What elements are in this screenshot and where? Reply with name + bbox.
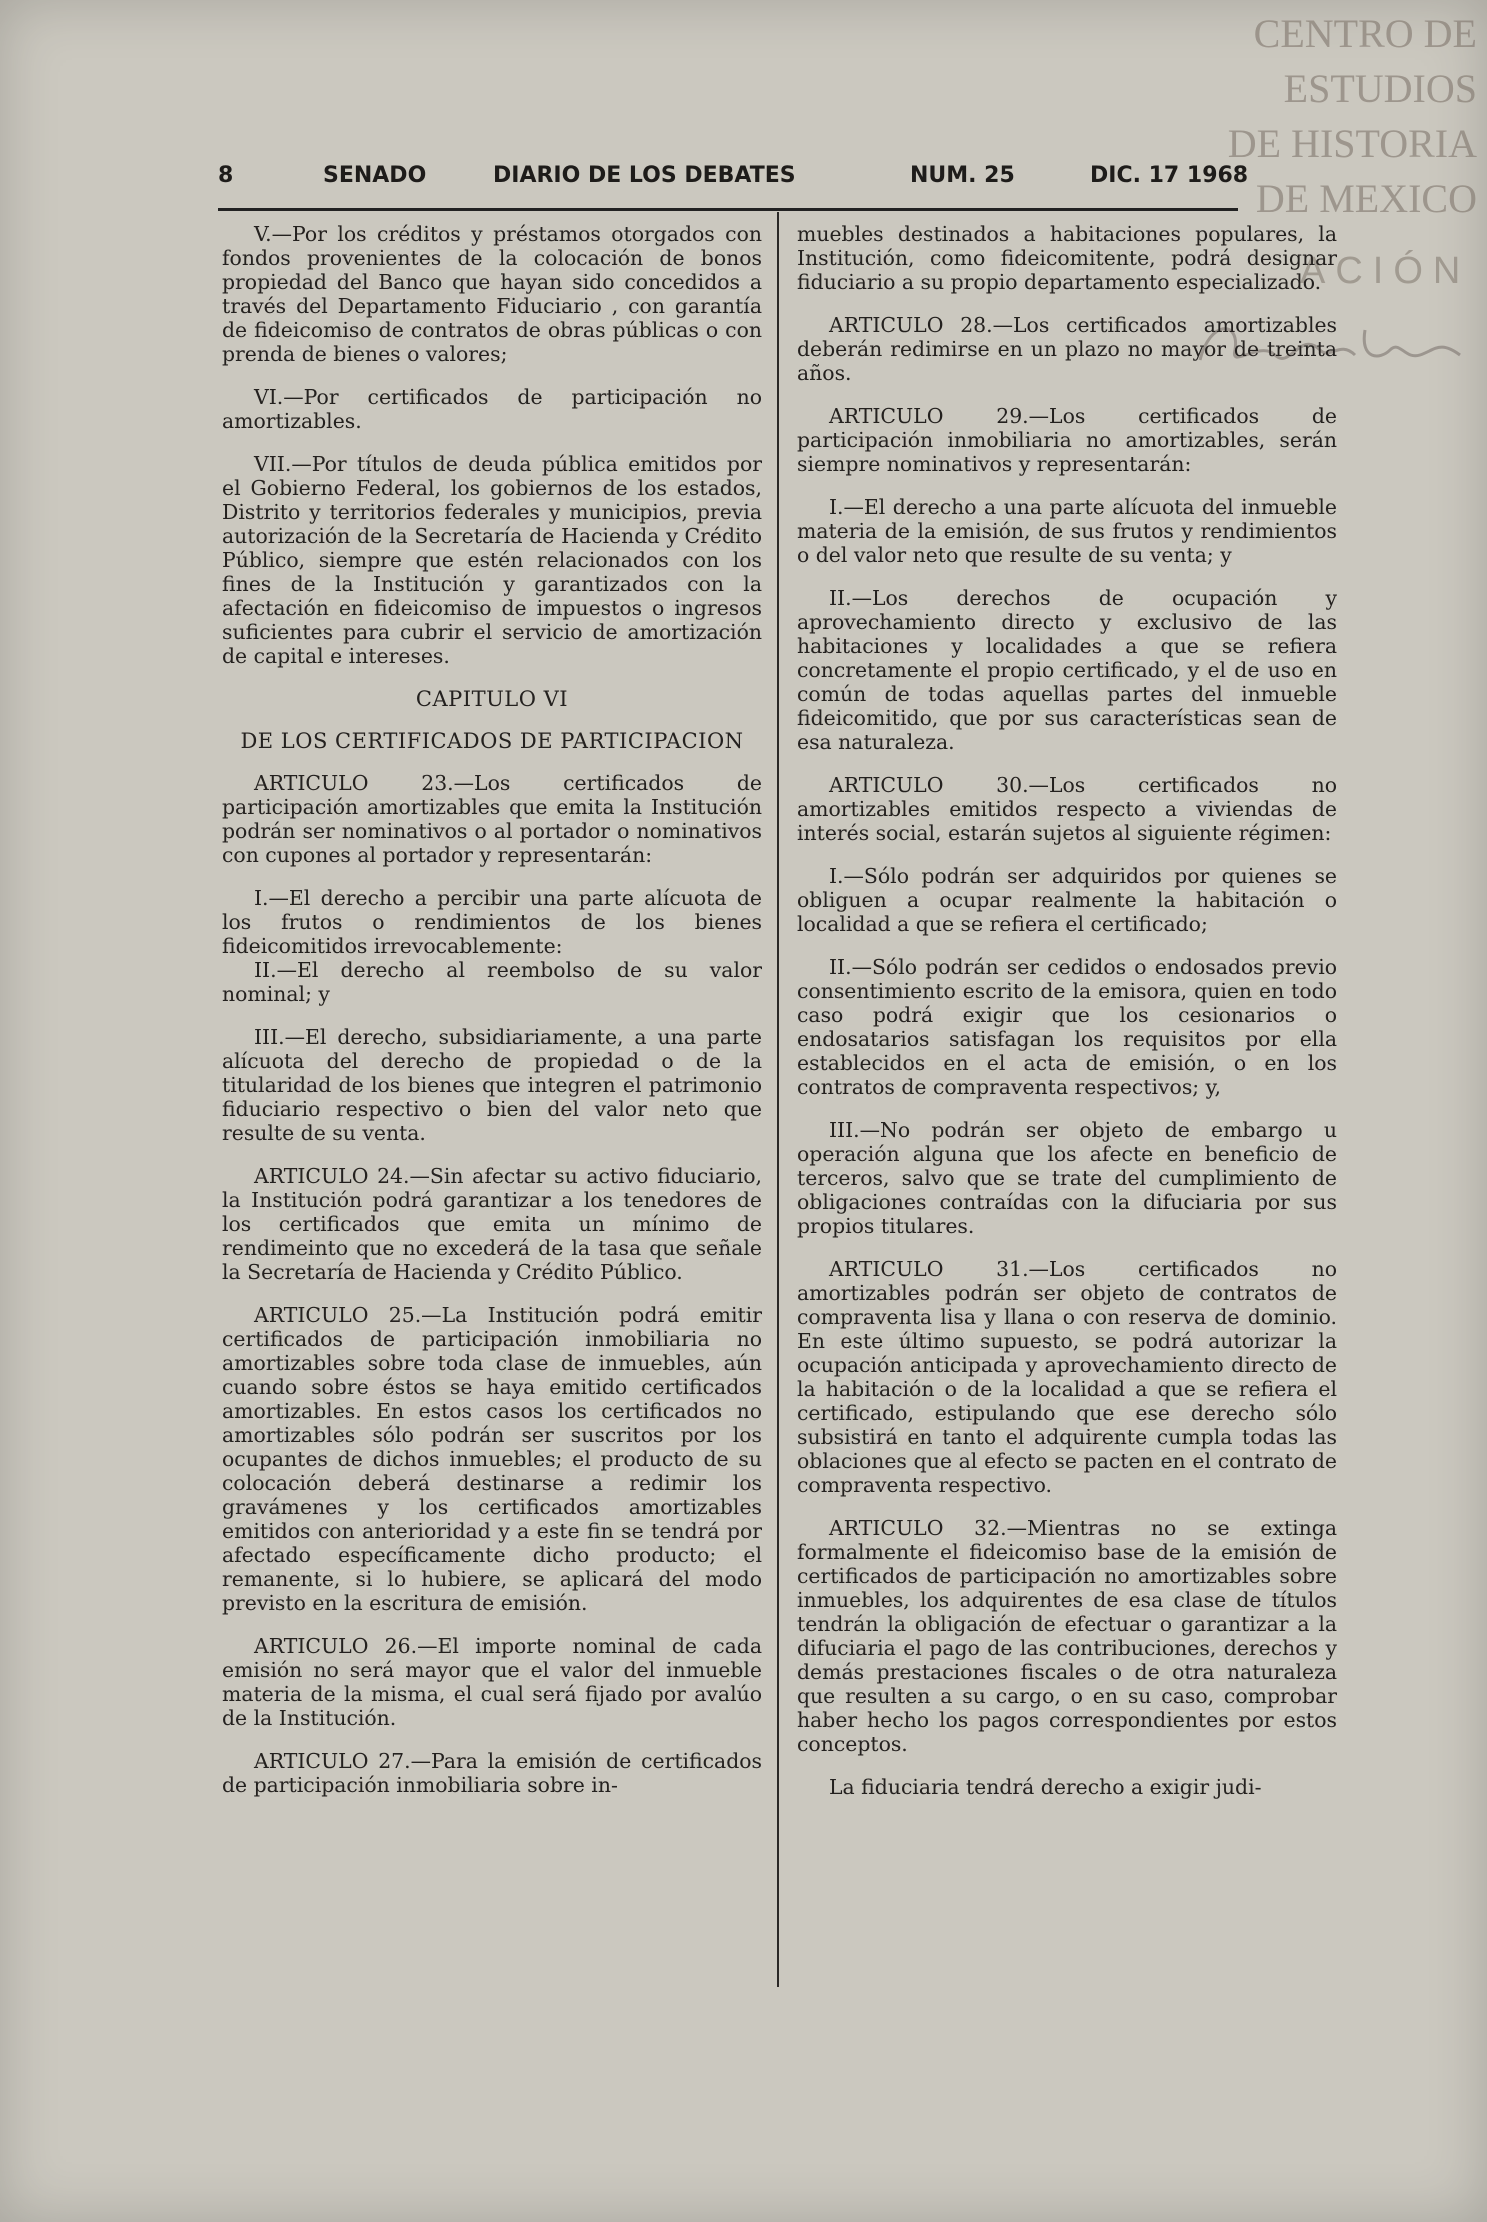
paragraph: ARTICULO 26.—El importe nominal de cada emisión no será mayor que el valor del inmueble materia de la misma, el cual será fijado por avalúo de la Institución. xyxy=(222,1634,762,1730)
left-column xyxy=(222,222,762,1816)
paragraph: ARTICULO 32.—Mientras no se extinga formalmente el fideicomiso base de la emisión de certificados de participación no amortizables sobre inmuebles, los adquirentes de esa clase de títulos tendrán la obligación de efectuar o garantizar a la difuciaria el pago de las contribuciones, derechos y demás prestaciones fiscales o de otra naturaleza que resulten a su cargo, o en su caso, comprobar haber hecho los pagos correspondientes por estos conceptos. xyxy=(797,1516,1337,1756)
page-number: 8 xyxy=(218,163,234,188)
paragraph: La fiduciaria tendrá derecho a exigir judi- xyxy=(829,1775,1262,1799)
paragraph: ARTICULO 23.—Los certificados de participación amortizables que emita la Institución podrán ser nominativos o al portador o nominativos con cupones al portador y representarán: xyxy=(222,771,762,867)
paragraph: ARTICULO 28.—Los certificados amortizables deberán redimirse en un plazo no mayor de treinta años. xyxy=(797,313,1337,385)
paragraph: ARTICULO 30.—Los certificados no amortizables emitidos respecto a viviendas de interés social, estarán sujetos al siguiente régimen: xyxy=(797,773,1337,845)
paragraph: II.—Sólo podrán ser cedidos o endosados previo consentimiento escrito de la emisora, quien en todo caso podrá exigir que los cesionarios o endosatarios satisfagan los requisitos por ella establecidos en el acta de emisión, o en los contratos de compraventa respectivos; y, xyxy=(797,955,1337,1099)
paragraph: ARTICULO 24.—Sin afectar su activo fiduciario, la Institución podrá garantizar a los tenedores de los certificados que emita un mínimo de rendimeinto que no excederá de la tasa que señale la Secretaría de Hacienda y Crédito Público. xyxy=(222,1164,762,1284)
right-column xyxy=(797,222,1337,1818)
watermark-line: DE HISTORIA xyxy=(1227,121,1477,166)
archive-watermark xyxy=(1177,6,1477,226)
page-header xyxy=(218,163,1249,193)
publication-title: DIARIO DE LOS DEBATES xyxy=(493,163,796,188)
paragraph: VI.—Por certificados de participación no amortizables. xyxy=(222,385,762,433)
chapter-heading: CAPITULO VI xyxy=(415,687,569,711)
paragraph: I.—Sólo podrán ser adquiridos por quienes se obliguen a ocupar realmente la habitación o localidad a que se refiera el certificado; xyxy=(797,864,1337,936)
issue-date: DIC. 17 1968 xyxy=(1090,163,1249,188)
watermark-line: DE MEXICO xyxy=(1255,176,1477,221)
paragraph: III.—No podrán ser objeto de embargo u operación alguna que los afecte en beneficio de terceros, salvo que se trate del cumplimiento de obligaciones contraídas con la difuciaria por sus propios titulares. xyxy=(797,1118,1337,1238)
paragraph: VII.—Por títulos de deuda pública emitidos por el Gobierno Federal, los gobiernos de los estados, Distrito y territorios federales y municipios, previa autorización de la Secretaría de Hacienda y Crédito Público, siempre que estén relacionados con los fines de la Institución y garantizados con la afectación en fideicomiso de impuestos o ingresos suficientes para cubrir el servicio de amortización de capital e intereses. xyxy=(222,452,762,668)
chapter-title: DE LOS CERTIFICADOS DE PARTICIPACION xyxy=(240,729,744,753)
paragraph: ARTICULO 29.—Los certificados de participación inmobiliaria no amortizables, serán siempre nominativos y representarán: xyxy=(797,404,1337,476)
paragraph: III.—El derecho, subsidiariamente, a una parte alícuota del derecho de propiedad o de la titularidad de los bienes que integren el patrimonio fiduciario respectivo o bien del valor neto que resulte de su venta. xyxy=(222,1025,762,1145)
paragraph: V.—Por los créditos y préstamos otorgados con fondos provenientes de la colocación de bonos propiedad del Banco que hayan sido concedidos a través del Departamento Fiduciario , con garantía de fideicomiso de contratos de obras públicas o con prenda de bienes o valores; xyxy=(222,222,762,366)
paragraph: muebles destinados a habitaciones populares, la Institución, como fideicomitente, podrá designar fiduciario a su propio departamento especializado. xyxy=(797,222,1337,294)
paragraph: ARTICULO 27.—Para la emisión de certificados de participación inmobiliaria sobre in- xyxy=(222,1749,762,1797)
paragraph: I.—El derecho a una parte alícuota del inmueble materia de la emisión, de sus frutos y rendimientos o del valor neto que resulte de su venta; y xyxy=(797,495,1337,567)
issue-number: NUM. 25 xyxy=(910,163,1015,188)
paragraph: ARTICULO 25.—La Institución podrá emitir certificados de participación inmobiliaria no amortizables sobre toda clase de inmuebles, aún cuando sobre éstos se haya emitido certificados amortizables. En estos casos los certificados no amortizables sólo podrán ser suscritos por los ocupantes de dichos inmuebles; el producto de su colocación deberá destinarse a redimir los gravámenes y los certificados amortizables emitidos con anterioridad y a este fin se tendrá por afectado específicamente dicho producto; el remanente, si lo hubiere, se aplicará del modo previsto en la escritura de emisión. xyxy=(222,1303,762,1615)
paragraph: II.—Los derechos de ocupación y aprovechamiento directo y exclusivo de las habitaciones y localidades a que se refiera concretamente el propio certificado, y el de uso en común de todas aquellas partes del inmueble fideicomitido, que por sus características sean de esa naturaleza. xyxy=(797,586,1337,754)
chamber-name: SENADO xyxy=(323,163,427,188)
paragraph: ARTICULO 31.—Los certificados no amortizables podrán ser objeto de contratos de compraventa lisa y llana o con reserva de dominio. En este último supuesto, se podrá autorizar la ocupación anticipada y aprovechamiento directo de la habitación o de la localidad a que se refiera el certificado, estipulando que ese derecho sólo subsistirá en tanto el adquirente cumpla todas las oblaciones que al efecto se pacten en el contrato de compraventa respectivo. xyxy=(797,1257,1337,1497)
paragraph: I.—El derecho a percibir una parte alícuota de los frutos o rendimientos de los bienes fideicomitidos irrevocablemente: xyxy=(222,886,762,958)
watermark-side-text: ACIÓN xyxy=(1300,250,1471,292)
column-divider xyxy=(777,212,779,1987)
watermark-line: ESTUDIOS xyxy=(1283,66,1477,111)
watermark-line: CENTRO DE xyxy=(1253,11,1477,56)
paragraph: II.—El derecho al reembolso de su valor nominal; y xyxy=(222,958,762,1006)
header-rule xyxy=(218,208,1238,211)
